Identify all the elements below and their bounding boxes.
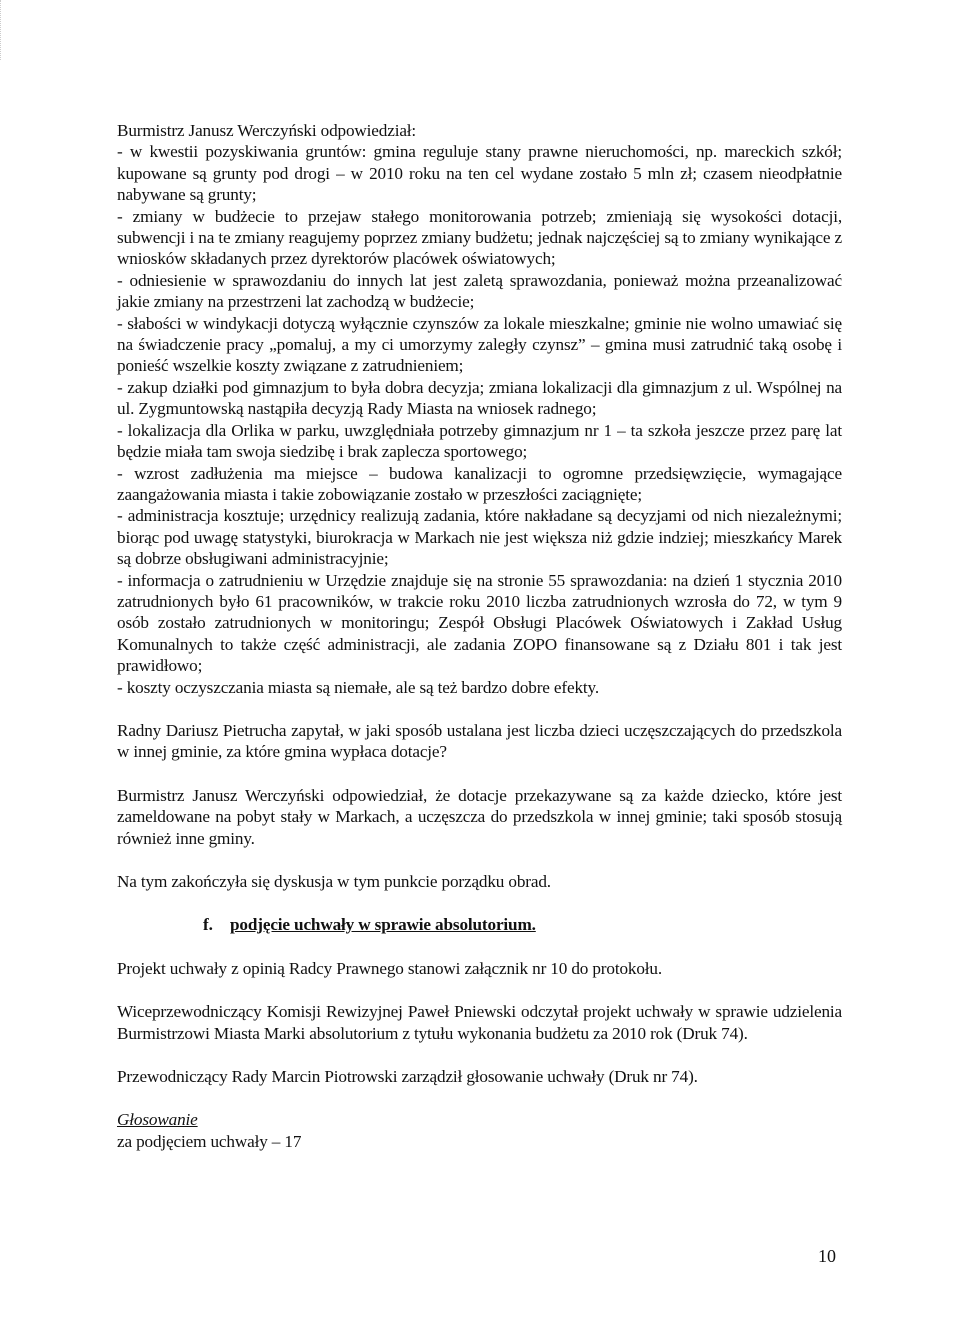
section-title: podjęcie uchwały w sprawie absolutorium. [230, 915, 536, 935]
closing-paragraph: Na tym zakończyła się dyskusja w tym punkcie porządku obrad. [117, 872, 551, 891]
section-number: f. [203, 915, 213, 935]
scan-edge-mark [0, 0, 4, 60]
mayor-answer-block [117, 120, 842, 698]
bullet-item: - zmiany w budżecie to przejaw stałego monitorowania potrzeb; zmieniają się wysokości dotacji, subwencji i na te zmiany reagujemy poprzez zmiany budżetu; jednak najczęściej są to zmiany wynikające z wniosków składanych przez dyrektorów placówek oświatowych; [117, 206, 842, 269]
bullet-item: - słabości w windykacji dotyczą wyłącznie czynszów za lokale mieszkalne; gminie nie wolno umawiać się na świadczenie pracy „pomaluj, a my ci umorzymy zaległy czynsz” – gmina musi zatrudnić taką osobę i ponieść wszelkie koszty związane z zatrudnieniem; [117, 313, 842, 376]
bullet-item: - odniesienie w sprawozdaniu do innych lat jest zaletą sprawozdania, ponieważ można przeanalizować jakie zmiany na przestrzeni lat zachodzą w budżecie; [117, 270, 842, 312]
answer-paragraph: Burmistrz Janusz Werczyński odpowiedział, że dotacje przekazywane są za każde dziecko, które jest zameldowane na pobyt stały w Markach, a uczęszcza do przedszkola w innej gminie; taki sposób stosują również inne gminy. [117, 785, 842, 848]
bullet-item: - wzrost zadłużenia ma miejsce – budowa kanalizacji to ogromne przedsięwzięcie, wymagające zaangażowania miasta i takie zobowiązanie zostało w przeszłości zaciągnięte; [117, 463, 842, 504]
vote-order-paragraph: Przewodniczący Rady Marcin Piotrowski zarządził głosowanie uchwały (Druk nr 74). [117, 1067, 698, 1087]
vote-result: za podjęciem uchwały – 17 [117, 1131, 302, 1151]
document-body [117, 120, 842, 1152]
question-paragraph: Radny Dariusz Pietrucha zapytał, w jaki sposób ustalana jest liczba dzieci uczęszczających do przedszkola w innej gminie, za które gmina wypłaca dotacje? [117, 720, 842, 762]
bullet-item: - w kwestii pozyskiwania gruntów: gmina reguluje stany prawne nieruchomości, np. mareckich szkół; kupowane są grunty pod drogi – w 2010 roku na ten cel wydane zostało 5 mln zł; czasem nieodpłatnie nabywane są grunty; [117, 142, 842, 205]
bullet-item: - administracja kosztuje; urzędnicy realizują zadania, które nakładane są decyzjami od nich niezależnymi; biorąc pod uwagę statystyki, biurokracja w Markach nie jest większa niż gdzie indziej; mieszkańcy Marek są dobrze obsługiwani administracyjnie; [117, 506, 842, 569]
project-paragraph: Projekt uchwały z opinią Radcy Prawnego stanowi załącznik nr 10 do protokołu. [117, 958, 662, 978]
intro-line: Burmistrz Janusz Werczyński odpowiedział: [117, 121, 417, 140]
section-heading [203, 914, 842, 935]
bullet-item: - lokalizacja dla Orlika w parku, uwzględniała potrzeby gimnazjum nr 1 – ta szkoła jeszcze przez parę lat będzie miała tam swoja siedzibę i brak zaplecza sportowego; [117, 420, 842, 462]
bullet-item: - zakup działki pod gimnazjum to była dobra decyzja; zmiana lokalizacji dla gimnazjum z ul. Wspólnej na ul. Zygmuntowską nastąpiła decyzją Rady Miasta na wniosek radnego; [117, 377, 842, 419]
vote-heading: Głosowanie [117, 1110, 198, 1130]
bullet-item: - informacja o zatrudnieniu w Urzędzie znajduje się na stronie 55 sprawozdania: na dzień 1 stycznia 2010 zatrudnionych było 61 pracowników, w trakcie roku 2010 liczba zatrudnionych wzrosła do 72, w tym 9 osób zostało zatrudnionych w monitoringu; Zespół Obsługi Placówek Oświatowych i Zakład Usług Komunalnych to także część administracji, ale zadania ZOPO finansowane są z Działu 801 i tak jest prawidłowo; [117, 570, 842, 676]
bullet-item: - koszty oczyszczania miasta są niemałe, ale są też bardzo dobre efekty. [117, 677, 599, 697]
reading-paragraph: Wiceprzewodniczący Komisji Rewizyjnej Paweł Pniewski odczytał projekt uchwały w sprawie udzielenia Burmistrzowi Miasta Marki absolutorium z tytułu wykonania budżetu za 2010 rok (Druk 74). [117, 1002, 842, 1043]
page-number: 10 [818, 1246, 836, 1266]
